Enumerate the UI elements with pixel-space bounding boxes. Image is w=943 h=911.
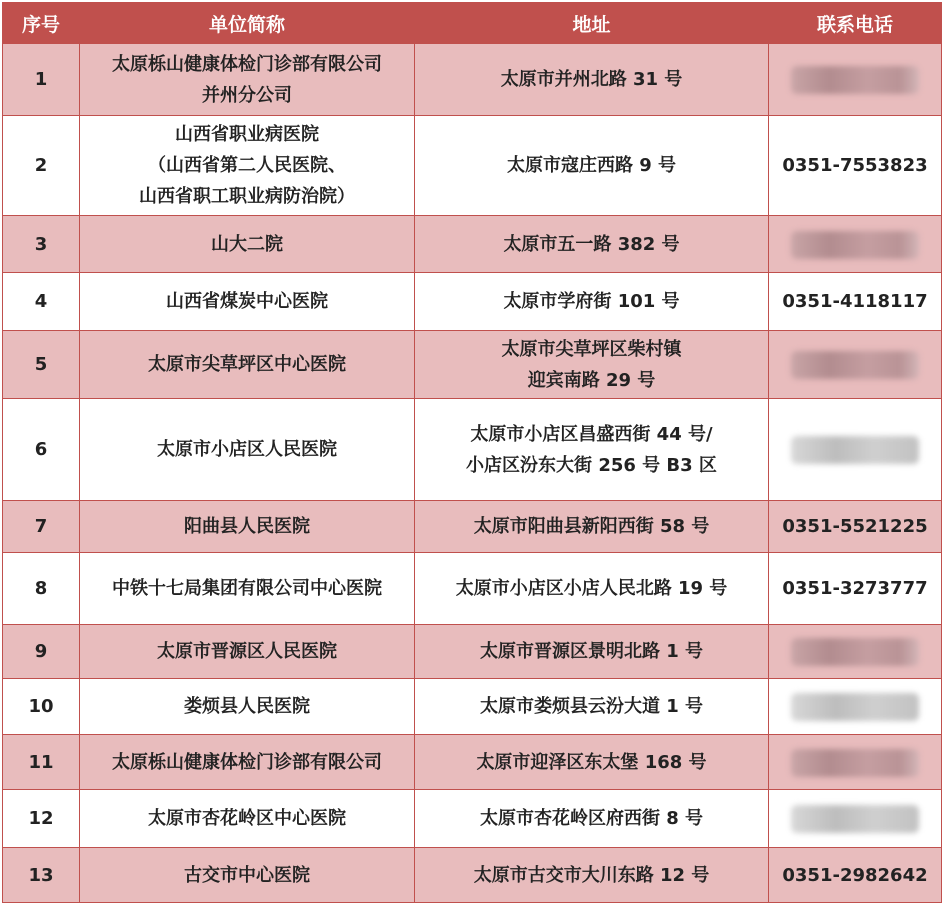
- phone: [769, 679, 942, 735]
- address: 太原市杏花岭区府西街 8 号: [415, 790, 769, 848]
- address: 太原市学府街 101 号: [415, 273, 769, 331]
- unit-name: 山西省煤炭中心医院: [80, 273, 415, 331]
- row-number: 10: [3, 679, 80, 735]
- table-row: [3, 848, 942, 903]
- redacted-phone: [791, 66, 919, 94]
- phone: 0351-3273777: [769, 553, 942, 625]
- address: 太原市并州北路 31 号: [415, 44, 769, 116]
- row-number: 9: [3, 625, 80, 679]
- address: 太原市迎泽区东太堡 168 号: [415, 735, 769, 790]
- unit-name: 娄烦县人民医院: [80, 679, 415, 735]
- phone: 0351-7553823: [769, 116, 942, 216]
- header-address: 地址: [415, 3, 769, 44]
- unit-name: 中铁十七局集团有限公司中心医院: [80, 553, 415, 625]
- row-number: 1: [3, 44, 80, 116]
- hospital-table: [2, 2, 942, 903]
- row-number: 8: [3, 553, 80, 625]
- unit-name: 山西省职业病医院 （山西省第二人民医院、 山西省职工职业病防治院）: [80, 116, 415, 216]
- table-row: [3, 501, 942, 553]
- table-body: [3, 44, 942, 903]
- row-number: 12: [3, 790, 80, 848]
- phone: [769, 44, 942, 116]
- redacted-phone: [791, 749, 919, 777]
- row-number: 2: [3, 116, 80, 216]
- table-row: [3, 216, 942, 273]
- table-row: [3, 273, 942, 331]
- phone: [769, 735, 942, 790]
- redacted-phone: [791, 638, 919, 666]
- table-row: [3, 625, 942, 679]
- address: 太原市尖草坪区柴村镇 迎宾南路 29 号: [415, 331, 769, 399]
- address: 太原市小店区昌盛西街 44 号/ 小店区汾东大街 256 号 B3 区: [415, 399, 769, 501]
- header-number: 序号: [3, 3, 80, 44]
- table-row: [3, 553, 942, 625]
- address: 太原市阳曲县新阳西街 58 号: [415, 501, 769, 553]
- address: 太原市寇庄西路 9 号: [415, 116, 769, 216]
- row-number: 11: [3, 735, 80, 790]
- redacted-phone: [791, 805, 919, 833]
- phone: 0351-2982642: [769, 848, 942, 903]
- table-header-row: [3, 3, 942, 44]
- unit-name: 太原市杏花岭区中心医院: [80, 790, 415, 848]
- phone: [769, 331, 942, 399]
- row-number: 7: [3, 501, 80, 553]
- unit-name: 太原栎山健康体检门诊部有限公司 并州分公司: [80, 44, 415, 116]
- redacted-phone: [791, 351, 919, 379]
- unit-name: 太原栎山健康体检门诊部有限公司: [80, 735, 415, 790]
- unit-name: 古交市中心医院: [80, 848, 415, 903]
- address: 太原市五一路 382 号: [415, 216, 769, 273]
- redacted-phone: [791, 436, 919, 464]
- phone: [769, 625, 942, 679]
- unit-name: 太原市尖草坪区中心医院: [80, 331, 415, 399]
- address: 太原市晋源区景明北路 1 号: [415, 625, 769, 679]
- unit-name: 阳曲县人民医院: [80, 501, 415, 553]
- table-row: [3, 735, 942, 790]
- row-number: 4: [3, 273, 80, 331]
- phone: [769, 216, 942, 273]
- header-unit-name: 单位简称: [80, 3, 415, 44]
- row-number: 5: [3, 331, 80, 399]
- table-row: [3, 790, 942, 848]
- unit-name: 太原市小店区人民医院: [80, 399, 415, 501]
- phone: 0351-5521225: [769, 501, 942, 553]
- redacted-phone: [791, 231, 919, 259]
- row-number: 13: [3, 848, 80, 903]
- redacted-phone: [791, 693, 919, 721]
- row-number: 6: [3, 399, 80, 501]
- table-row: [3, 399, 942, 501]
- table-row: [3, 331, 942, 399]
- phone: [769, 399, 942, 501]
- table-row: [3, 679, 942, 735]
- address: 太原市娄烦县云汾大道 1 号: [415, 679, 769, 735]
- row-number: 3: [3, 216, 80, 273]
- address: 太原市小店区小店人民北路 19 号: [415, 553, 769, 625]
- table-row: [3, 44, 942, 116]
- phone: 0351-4118117: [769, 273, 942, 331]
- address: 太原市古交市大川东路 12 号: [415, 848, 769, 903]
- header-phone: 联系电话: [769, 3, 942, 44]
- phone: [769, 790, 942, 848]
- unit-name: 山大二院: [80, 216, 415, 273]
- table-row: [3, 116, 942, 216]
- unit-name: 太原市晋源区人民医院: [80, 625, 415, 679]
